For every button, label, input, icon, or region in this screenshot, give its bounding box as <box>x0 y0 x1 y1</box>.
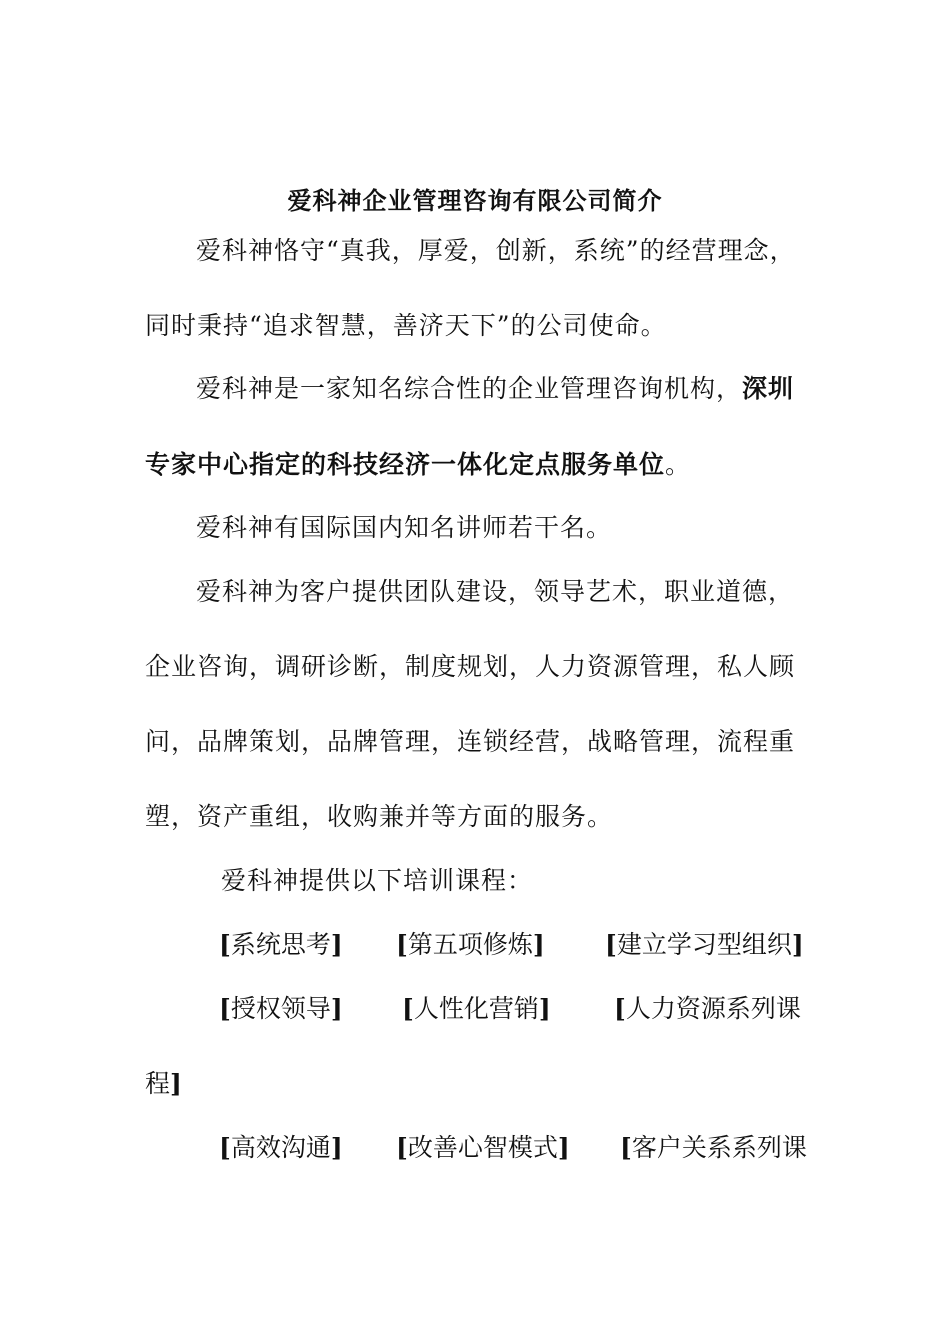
open-bracket: [ <box>219 994 231 1023</box>
paragraph-philosophy-line-2: 同时秉持“追求智慧，善济天下”的公司使命。 <box>145 311 667 340</box>
course-item <box>605 930 804 960</box>
open-bracket: [ <box>219 1133 231 1162</box>
close-bracket: ] <box>330 930 343 959</box>
paragraph-organization-line-1 <box>196 374 794 404</box>
close-bracket: ] <box>538 994 551 1023</box>
open-bracket: [ <box>620 1133 632 1162</box>
course-name: 高效沟通 <box>230 1133 331 1162</box>
close-bracket: ] <box>170 1069 182 1098</box>
course-item <box>614 994 801 1024</box>
open-bracket: [ <box>396 1133 408 1162</box>
paragraph-services-line-3: 问，品牌策划，品牌管理，连锁经营，战略管理，流程重 <box>145 727 796 756</box>
document-title: 爱科神企业管理咨询有限公司简介 <box>287 186 663 215</box>
course-name: 程 <box>145 1069 171 1098</box>
course-item <box>396 930 545 960</box>
course-name: 授权领导 <box>230 994 331 1023</box>
close-bracket: ] <box>330 994 343 1023</box>
course-name: 人性化营销 <box>413 994 539 1023</box>
open-bracket: [ <box>605 930 617 959</box>
course-name: 系统思考 <box>230 930 331 959</box>
course-name: 改善心智模式 <box>407 1133 558 1162</box>
open-bracket: [ <box>402 994 414 1023</box>
paragraph-services-line-4: 塑，资产重组，收购兼并等方面的服务。 <box>145 802 614 831</box>
course-name: 建立学习型组织 <box>616 930 792 959</box>
paragraph-organization-line-2 <box>145 450 691 480</box>
open-bracket: [ <box>396 930 408 959</box>
close-bracket: ] <box>557 1133 570 1162</box>
paragraph-services-line-1: 爱科神为客户提供团队建设，领导艺术，职业道德， <box>196 577 795 606</box>
organization-designation-text: 专家中心指定的科技经济一体化定点服务单位 <box>145 450 666 479</box>
paragraph-lecturers: 爱科神有国际国内知名讲师若干名。 <box>196 513 613 542</box>
close-bracket: ] <box>532 930 545 959</box>
open-bracket: [ <box>219 930 231 959</box>
course-item <box>219 1133 343 1163</box>
paragraph-philosophy-line-1: 爱科神恪守“真我，厚爱，创新，系统”的经营理念， <box>196 236 796 265</box>
course-item <box>219 994 343 1024</box>
open-bracket: [ <box>614 994 626 1023</box>
organization-period: 。 <box>665 450 692 479</box>
course-item-continuation <box>145 1069 182 1099</box>
course-item <box>402 994 551 1024</box>
course-item <box>219 930 343 960</box>
course-item <box>620 1133 807 1163</box>
course-item <box>396 1133 570 1163</box>
course-name: 第五项修炼 <box>407 930 533 959</box>
course-name: 客户关系系列课 <box>631 1133 807 1162</box>
organization-highlight-text: 深圳 <box>742 374 795 403</box>
close-bracket: ] <box>330 1133 343 1162</box>
course-name: 人力资源系列课 <box>625 994 801 1023</box>
paragraph-courses-intro: 爱科神提供以下培训课程： <box>221 866 534 895</box>
organization-description-text: 爱科神是一家知名综合性的企业管理咨询机构， <box>196 374 743 403</box>
close-bracket: ] <box>791 930 804 959</box>
paragraph-services-line-2: 企业咨询，调研诊断，制度规划，人力资源管理，私人顾 <box>145 652 796 681</box>
